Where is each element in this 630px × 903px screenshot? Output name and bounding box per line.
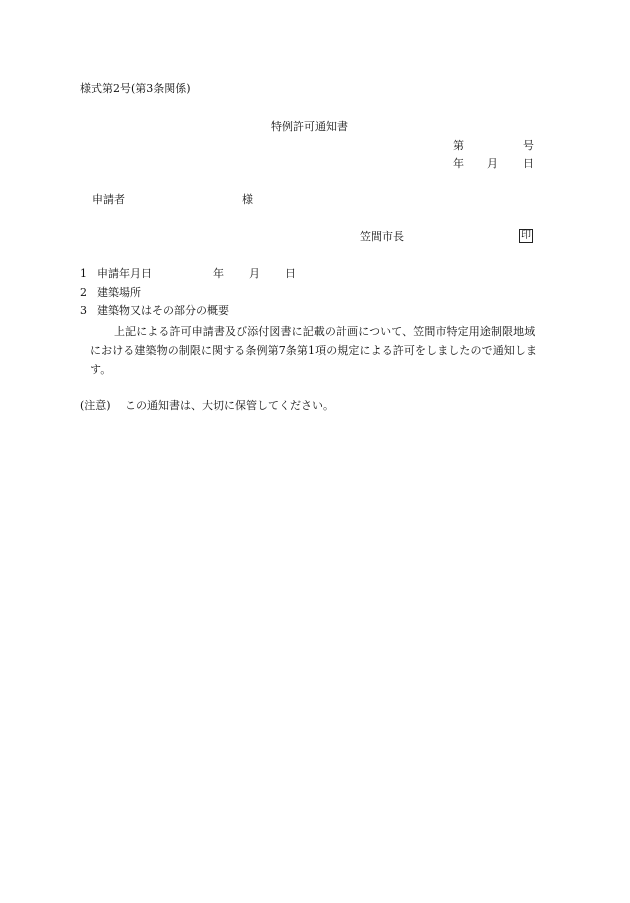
date-month: 月 xyxy=(487,157,498,170)
item-3-label: 建築物又はその部分の概要 xyxy=(97,304,229,317)
number-prefix: 第 xyxy=(453,139,464,152)
item-1-month: 月 xyxy=(249,267,260,280)
item-3-number: 3 xyxy=(80,304,87,317)
date-year: 年 xyxy=(453,157,464,170)
date-day: 日 xyxy=(523,157,534,170)
form-label: 様式第2号(第3条関係) xyxy=(80,82,191,95)
item-2-label: 建築場所 xyxy=(97,286,141,299)
item-1-day: 日 xyxy=(285,267,296,280)
applicant-honorific: 様 xyxy=(242,193,253,206)
issuer-name: 笠間市長 xyxy=(360,230,404,243)
document-title: 特例許可通知書 xyxy=(271,120,348,133)
note-label: (注意) xyxy=(80,399,111,412)
note-text: この通知書は、大切に保管してください。 xyxy=(125,399,334,412)
body-paragraph: 上記による許可申請書及び添付図書に記載の計画について、笠間市特定用途制限地域における建築物の制限に関する条例第7条第1項の規定による許可をしましたので通知します。 xyxy=(90,325,538,376)
applicant-label: 申請者 xyxy=(92,193,125,206)
seal-stamp: 印 xyxy=(521,230,531,241)
number-suffix: 号 xyxy=(523,139,534,152)
item-1-number: 1 xyxy=(80,267,87,280)
item-1-year: 年 xyxy=(213,267,224,280)
item-2-number: 2 xyxy=(80,286,87,299)
item-1-label: 申請年月日 xyxy=(97,267,152,280)
